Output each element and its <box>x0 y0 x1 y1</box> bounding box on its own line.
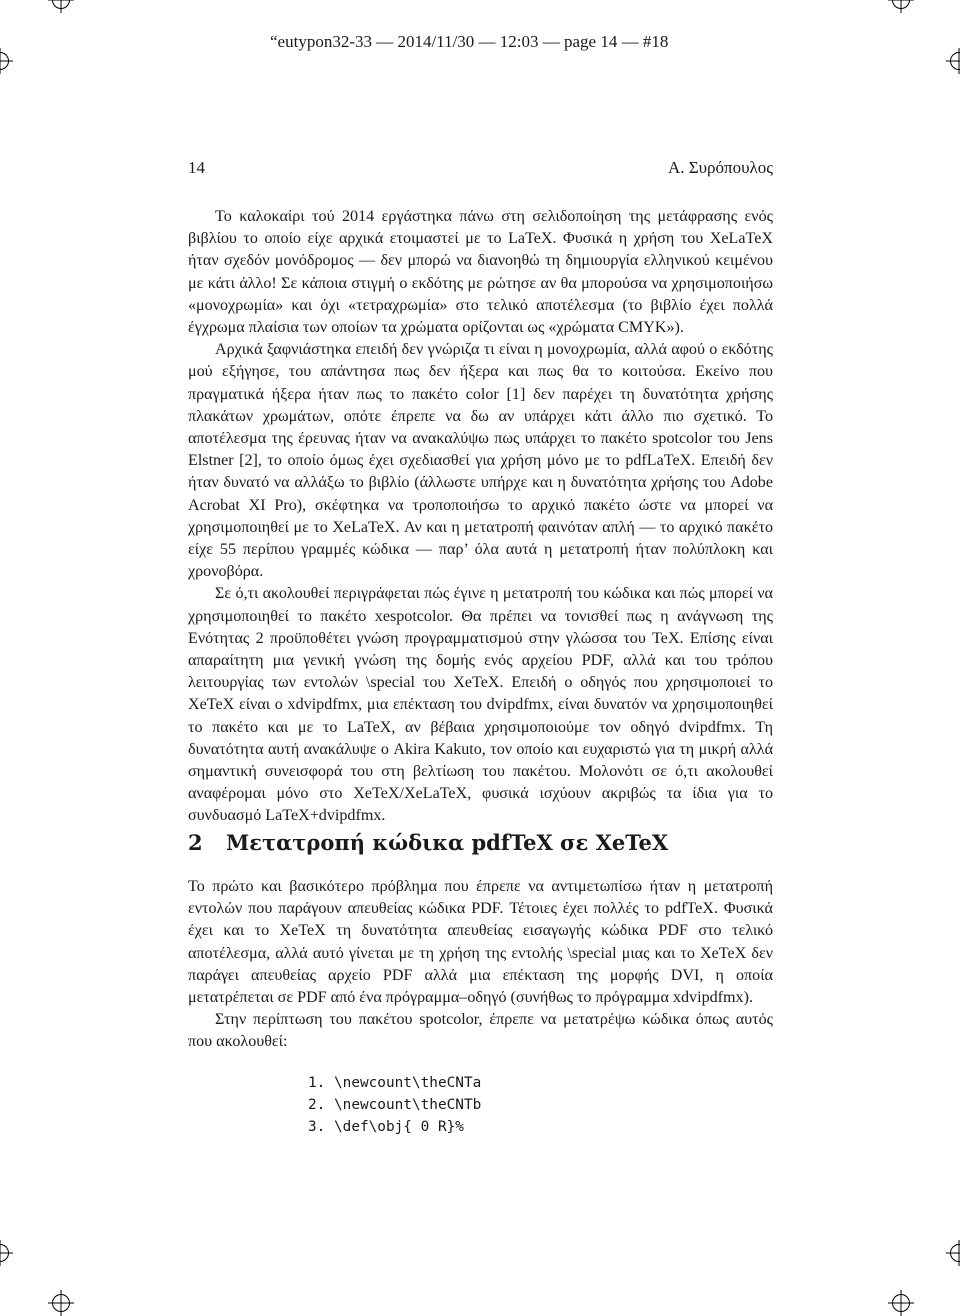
crop-mark-icon <box>888 0 914 13</box>
crop-mark-icon <box>0 48 13 74</box>
paragraph: Αρχικά ξαφνιάστηκα επειδή δεν γνώριζα τι είναι η μονοχρωμία, αλλά αφού ο εκδότης μού εξήγησε, του απάντησα πως δεν ήξερα και πως θα το κοιτούσα. Εκείνο που πραγματικά ήξερα ήταν πως το πακέτο color [1] δεν παρέχει τη δυνατότητα χρήσης πλακάτων χρωμάτων, οπότε έπρεπε να δω αν υπάρχει κάτι άλλο πιο σχετικό. Το αποτέλεσμα της έρευνας ήταν να ανακαλύψω πως υπάρχει το πακέτο spotcolor του Jens Elstner [2], το οποίο όμως έχει σχεδιασθεί για χρήση μόνο με το pdfLaTeX. Επειδή δεν ήταν δυνατό να αλλάξω το βιβλίο (άλλωστε υπήρχε και η δυνατότητα χρήσης του Adobe Acrobat XI Pro), σκέφτηκα να τροποποιήσω το αρχικό πακέτο ώστε να μπορεί να χρησιμοποιηθεί με το XeLaTeX. Αν και η μετατροπή φαινόταν απλή — το αρχικό πακέτο είχε 55 περίπου γραμμές κώδικα — παρ’ όλα αυτά η μετατροπή ήταν πολύπλοκη και χρονοβόρα. <box>188 339 773 583</box>
crop-mark-icon <box>946 48 960 74</box>
crop-mark-icon <box>0 1240 13 1266</box>
section-number: 2 <box>188 830 226 855</box>
code-listing <box>308 1072 481 1139</box>
print-slug: “eutypon32-33 — 2014/11/30 — 12:03 — page 14 — #18 <box>270 32 668 52</box>
code-line: 1. \newcount\theCNTa <box>308 1072 481 1094</box>
crop-mark-icon <box>48 1290 74 1316</box>
paragraph: Σε ό,τι ακολουθεί περιγράφεται πώς έγινε η μετατροπή του κώδικα και πώς μπορεί να χρησιμοποιηθεί το πακέτο xespotcolor. Θα πρέπει να τονισθεί πως η ανάγνωση της Ενότητας 2 προϋποθέτει γνώση προγραμματισμού στην γλώσσα του TeX. Επίσης είναι απαραίτητη μια γενική γνώση της δομής ενός αρχείου PDF, αλλά και του τρόπου λειτουργίας των εντολών \special του XeTeX. Επειδή ο οδηγός που χρησιμοποιεί το XeTeX είναι ο xdvipdfmx, μια επέκταση του dvipdfmx, είναι δυνατόν να χρησιμοποιηθεί το πακέτο και με το LaTeX, αν βέβαια χρησιμοποιούμε τον οδηγό dvipdfmx. Τη δυνατότητα αυτή ανακάλυψε ο Akira Kakuto, τον οποίο και ευχαριστώ για τη μικρή αλλά σημαντική συνεισφορά του στη βελτίωση του πακέτου. Μολονότι σε ό,τι ακολουθεί αναφέρομαι μόνο στο XeTeX/XeLaTeX, φυσικά ισχύουν ακριβώς τα ίδια για το συνδυασμό LaTeX+dvipdfmx. <box>188 583 773 827</box>
section-1-body <box>188 206 773 828</box>
section-title: Μετατροπή κώδικα pdfTeX σε XeTeX <box>226 830 668 855</box>
code-line: 3. \def\obj{ 0 R}% <box>308 1116 481 1138</box>
section-heading <box>188 830 668 855</box>
section-2-body <box>188 876 773 1054</box>
crop-mark-icon <box>888 1290 914 1316</box>
running-head-author: Α. Συρόπουλος <box>668 158 773 178</box>
paragraph: Το πρώτο και βασικότερο πρόβλημα που έπρεπε να αντιμετωπίσω ήταν η μετατροπή εντολών που παράγουν απευθείας κώδικα PDF. Τέτοιες έχει πολλές το pdfTeX. Φυσικά έχει και το XeTeX τη δυνατότητα απευθείας εισαγωγής κώδικα PDF στο τελικό αποτέλεσμα, αλλά αυτό γίνεται με τη χρήση της εντολής \special μιας και το XeTeX δεν παράγει απευθείας αρχείο PDF αλλά μια επέκταση της μορφής DVI, η οποία μετατρέπεται σε PDF από ένα πρόγραμμα–οδηγό (συνήθως το πρόγραμμα xdvipdfmx). <box>188 876 773 1009</box>
running-head <box>188 158 773 178</box>
crop-mark-icon <box>48 0 74 13</box>
paragraph: Το καλοκαίρι τού 2014 εργάστηκα πάνω στη σελιδοποίηση της μετάφρασης ενός βιβλίου το οποίο είχε αρχικά ετοιμαστεί με το LaTeX. Φυσικά η χρήση του XeLaTeX ήταν σχεδόν μονόδρομος — δεν μπορώ να διανοηθώ τη δημιουργία ελληνικού κειμένου με κάτι άλλο! Σε κάποια στιγμή ο εκδότης με ρώτησε αν θα μπορούσα να χρησιμοποιήσω «μονοχρωμία» και όχι «τετραχρωμία» στο τελικό αποτέλεσμα (το βιβλίο έχει πολλά έγχρωμα πλαίσια των οποίων τα χρώματα ορίζονται ως «χρώματα CMYK»). <box>188 206 773 339</box>
page-number: 14 <box>188 158 205 178</box>
crop-mark-icon <box>946 1240 960 1266</box>
paragraph: Στην περίπτωση του πακέτου spotcolor, έπρεπε να μετατρέψω κώδικα όπως αυτός που ακολουθεί: <box>188 1009 773 1053</box>
code-line: 2. \newcount\theCNTb <box>308 1094 481 1116</box>
